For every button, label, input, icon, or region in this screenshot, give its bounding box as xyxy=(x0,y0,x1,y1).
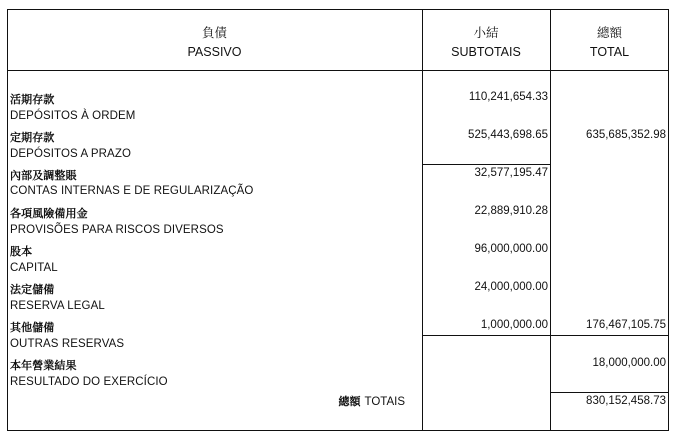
row-label-pt: RESERVA LEGAL xyxy=(10,300,105,312)
row-label-pt: OUTRAS RESERVAS xyxy=(10,338,125,350)
row-label-zh: 各項風險備用金 xyxy=(10,208,88,220)
table-border-top xyxy=(7,9,669,10)
subtotal-group-rule-1 xyxy=(422,164,550,165)
totals-label-pt: TOTAIS xyxy=(364,396,405,408)
row-subtotal: 96,000,000.00 xyxy=(474,243,548,255)
column-divider-subtotal xyxy=(422,9,423,431)
row-subtotal: 1,000,000.00 xyxy=(480,319,548,331)
row-label-pt: CAPITAL xyxy=(10,262,58,274)
header-liabilities xyxy=(7,24,422,62)
row-subtotal: 24,000,000.00 xyxy=(474,281,548,293)
total-rule-2 xyxy=(550,392,669,393)
table-border-right xyxy=(668,9,669,431)
table-border-bottom xyxy=(7,430,669,431)
row-subtotal: 32,577,195.47 xyxy=(474,167,548,179)
row-label-zh: 股本 xyxy=(10,246,33,258)
row-label-zh: 法定儲備 xyxy=(10,284,55,296)
header-subtotals-pt: SUBTOTAIS xyxy=(451,45,521,59)
row-subtotal: 110,241,654.33 xyxy=(468,91,548,103)
row-label-pt: RESULTADO DO EXERCÍCIO xyxy=(10,376,168,388)
row-label-zh: 本年營業結果 xyxy=(10,360,77,372)
row-label-zh: 定期存款 xyxy=(10,132,55,144)
row-label-pt: DEPÓSITOS À ORDEM xyxy=(10,110,136,122)
subtotal-group-rule-2 xyxy=(422,335,550,336)
row-total: 635,685,352.98 xyxy=(586,129,666,141)
row-label-zh: 活期存款 xyxy=(10,94,55,106)
row-label-pt: CONTAS INTERNAS E DE REGULARIZAÇÃO xyxy=(10,185,254,197)
header-total-zh: 總額 xyxy=(596,26,622,40)
row-total: 18,000,000.00 xyxy=(592,357,666,369)
header-rule xyxy=(7,70,669,71)
totals-label-zh: 總額 xyxy=(338,396,361,408)
header-total xyxy=(550,24,669,62)
column-divider-total xyxy=(550,9,551,431)
row-label-pt: PROVISÕES PARA RISCOS DIVERSOS xyxy=(10,224,224,236)
total-rule-1 xyxy=(550,335,669,336)
row-total: 176,467,105.75 xyxy=(586,319,666,331)
header-liabilities-zh: 負債 xyxy=(201,26,227,40)
row-subtotal: 22,889,910.28 xyxy=(474,205,548,217)
header-total-pt: TOTAL xyxy=(589,45,630,59)
table-border-left xyxy=(7,9,8,431)
header-liabilities-pt: PASSIVO xyxy=(187,45,242,59)
row-label-zh: 其他儲備 xyxy=(10,322,55,334)
header-subtotals xyxy=(422,24,550,62)
row-label-zh: 內部及調整賬 xyxy=(10,170,77,182)
totals-label xyxy=(339,393,405,409)
totals-value: 830,152,458.73 xyxy=(586,395,666,407)
row-label-pt: DEPÓSITOS A PRAZO xyxy=(10,148,131,160)
header-subtotals-zh: 小結 xyxy=(473,26,499,40)
row-subtotal: 525,443,698.65 xyxy=(468,129,548,141)
